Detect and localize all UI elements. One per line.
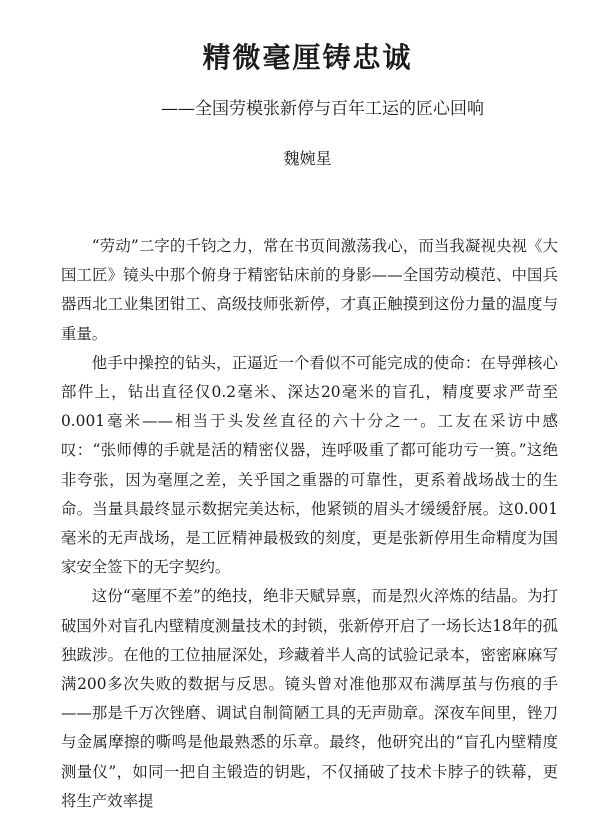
body-paragraph-2: 他手中操控的钻头，正逼近一个看似不可能完成的使命：在导弹核心部件上，钻出直径仅0.2毫米、深达20毫米的盲孔，精度要求严苛至0.001毫米——相当于头发丝直径的六十分之一。工友在采访中感叹：“张师傅的手就是活的精密仪器，连呼吸重了都可能功亏一篑。”这绝非夸张，因为毫厘之差，关乎国之重器的可靠性，更系着战场战士的生命。当量具最终显示数据完美达标，他紧锁的眉头才缓缓舒展。这0.001毫米的无声战场，是工匠精神最极致的刻度，更是张新停用生命精度为国家安全签下的无字契约。 bbox=[61, 353, 558, 577]
body-paragraph-1: “劳动”二字的千钧之力，常在书页间激荡我心，而当我凝视央视《大国工匠》镜头中那个俯身于精密钻床前的身影——全国劳动模范、中国兵器西北工业集团钳工、高级技师张新停，才真正触摸到这份力量的温度与重量。 bbox=[61, 237, 558, 343]
article-subtitle: ——全国劳模张新停与百年工运的匠心回响 bbox=[161, 99, 484, 119]
article-author: 魏婉星 bbox=[283, 149, 332, 168]
body-paragraph-3: 这份“毫厘不差”的绝技，绝非天赋异禀，而是烈火淬炼的结晶。为打破国外对盲孔内壁精度测量技术的封锁，张新停开启了一场长达18年的孤独跋涉。在他的工位抽屉深处，珍藏着半人高的试验记录本，密密麻麻写满200多次失败的数据与反思。镜头曾对准他那双布满厚茧与伤痕的手——那是千万次锉磨、调试自制简陋工具的无声勋章。深夜车间里，锉刀与金属摩擦的嘶鸣是他最熟悉的乐章。最终，他研究出的“盲孔内壁精度测量仪”，如同一把自主锻造的钥匙，不仅捅破了技术卡脖子的铁幕，更将生产效率提 bbox=[61, 587, 558, 810]
article-body bbox=[61, 232, 558, 816]
article-title: 精微毫厘铸忠诚 bbox=[202, 41, 413, 74]
